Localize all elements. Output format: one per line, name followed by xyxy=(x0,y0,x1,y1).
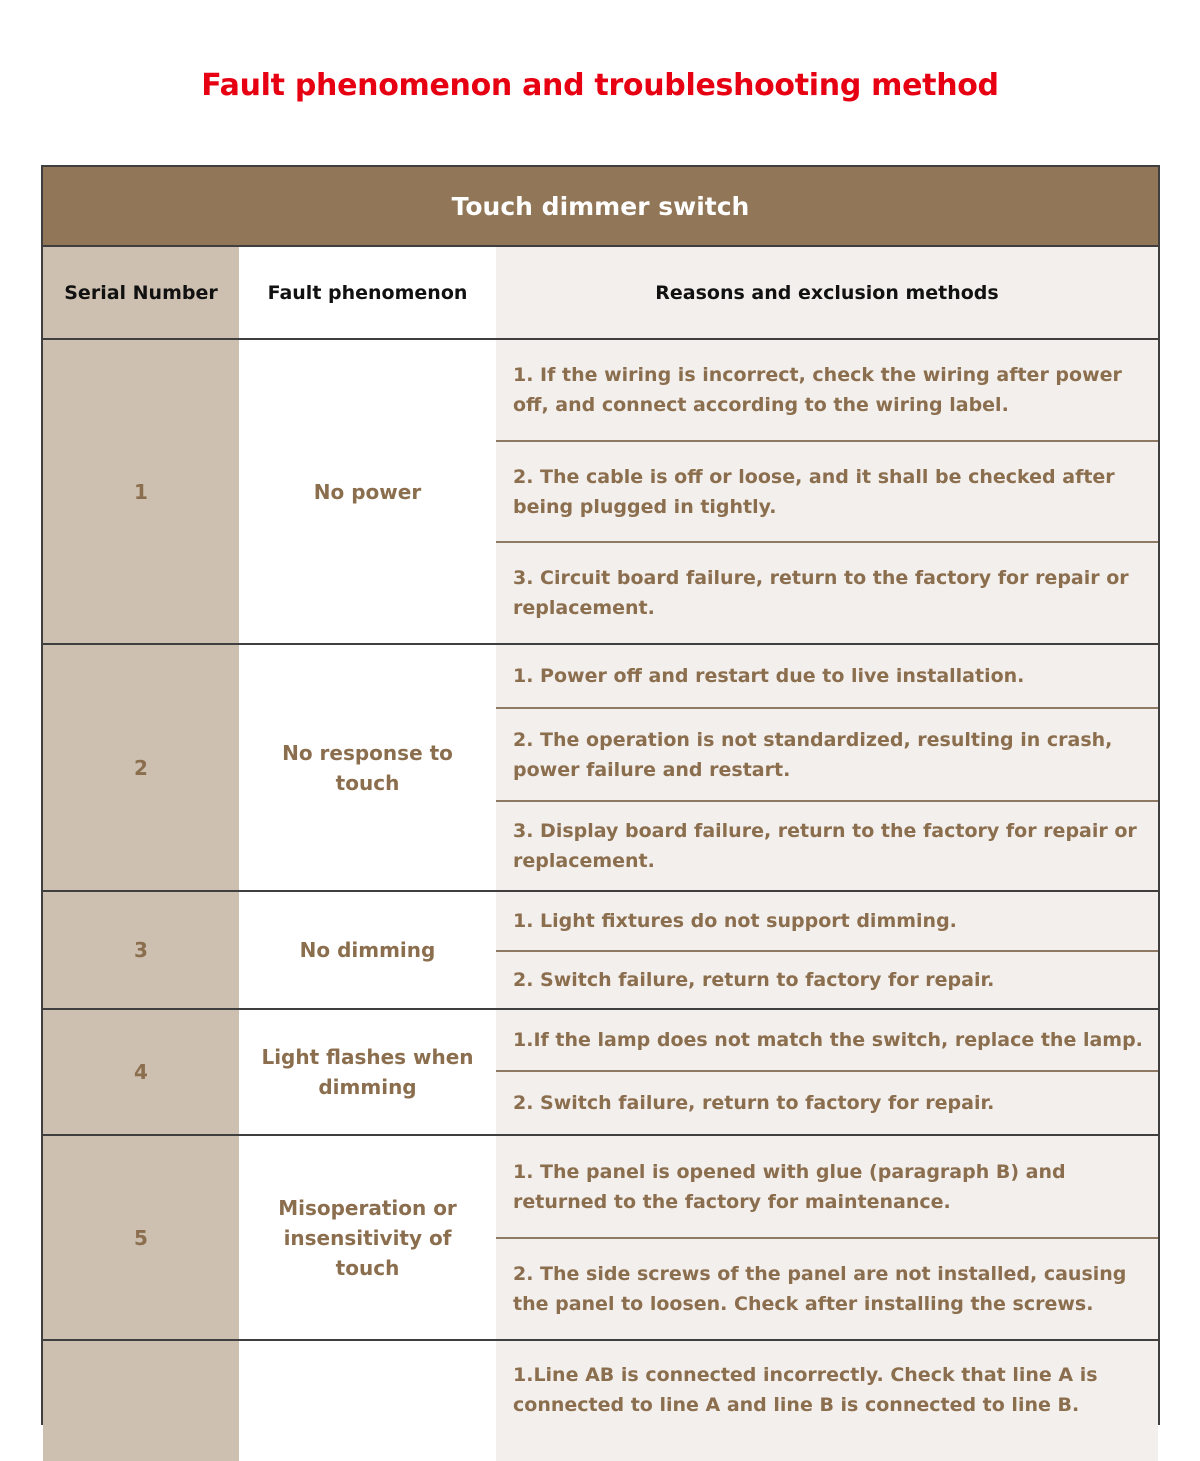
header-serial-cell xyxy=(43,247,239,338)
serial-cell xyxy=(43,892,239,1008)
fault-cell xyxy=(239,1010,496,1134)
table-row xyxy=(43,892,1158,1010)
reasons-cell xyxy=(496,1136,1158,1339)
fault-phenomenon: No dimming xyxy=(299,938,436,962)
header-reasons-cell xyxy=(496,247,1158,338)
serial-number: 4 xyxy=(134,1060,148,1084)
troubleshooting-table xyxy=(41,165,1160,1425)
reason-item: 2. The side screws of the panel are not installed, causing the panel to loosen. Check after installing the screws. xyxy=(513,1263,1127,1315)
reasons-cell xyxy=(496,1341,1158,1461)
serial-number: 5 xyxy=(134,1225,148,1250)
reason-item: 3. Display board failure, return to the factory for repair or replacement. xyxy=(513,820,1137,872)
reason-item: 2. Switch failure, return to factory for repair. xyxy=(513,969,995,991)
reasons-cell xyxy=(496,892,1158,1008)
table-row xyxy=(43,645,1158,892)
fault-phenomenon: Misoperation or insensitivity of touch xyxy=(278,1195,457,1280)
fault-cell xyxy=(239,340,496,643)
reason-item: 3. Circuit board failure, return to the factory for repair or replacement. xyxy=(513,567,1129,619)
serial-cell xyxy=(43,645,239,890)
header-fault-cell xyxy=(239,247,496,338)
reason-item: 1.Line AB is connected incorrectly. Check that line A is connected to line A and line B is connected to line B. xyxy=(513,1364,1098,1416)
reason-item: 2. The operation is not standardized, resulting in crash, power failure and restart. xyxy=(496,709,1158,802)
table-banner: Touch dimmer switch xyxy=(43,167,1158,247)
fault-phenomenon: No response to touch xyxy=(282,740,453,795)
header-serial: Serial Number xyxy=(64,281,218,304)
serial-cell xyxy=(43,340,239,643)
fault-cell xyxy=(239,1136,496,1339)
reason-item: 1. If the wiring is incorrect, check the wiring after power off, and connect according to the wiring label. xyxy=(496,340,1158,442)
reasons-cell xyxy=(496,1010,1158,1134)
serial-cell xyxy=(43,1341,239,1461)
reason-item: 1.If the lamp does not match the switch, replace the lamp. xyxy=(496,1010,1158,1072)
fault-phenomenon: No power xyxy=(313,479,422,504)
reason-item: 2. The cable is off or loose, and it shall be checked after being plugged in tightly. xyxy=(496,442,1158,543)
reason-item: 1. The panel is opened with glue (paragraph B) and returned to the factory for maintenance. xyxy=(496,1136,1158,1239)
serial-cell xyxy=(43,1136,239,1339)
table-row xyxy=(43,1136,1158,1341)
fault-cell xyxy=(239,645,496,890)
serial-cell xyxy=(43,1010,239,1134)
table-row xyxy=(43,340,1158,645)
reason-item: 1. Power off and restart due to live installation. xyxy=(496,645,1158,709)
page-title: Fault phenomenon and troubleshooting method xyxy=(201,68,999,103)
fault-cell xyxy=(239,892,496,1008)
reason-item: 1. Light fixtures do not support dimming. xyxy=(496,892,1158,952)
reasons-cell xyxy=(496,340,1158,643)
serial-number: 2 xyxy=(134,755,148,780)
serial-number: 3 xyxy=(134,938,148,962)
serial-number: 1 xyxy=(134,479,148,504)
reason-item: 2. Switch failure, return to factory for repair. xyxy=(513,1092,995,1114)
table-row xyxy=(43,1010,1158,1136)
reasons-cell xyxy=(496,645,1158,890)
table-header-row xyxy=(43,247,1158,340)
header-reasons: Reasons and exclusion methods xyxy=(655,281,999,304)
header-fault: Fault phenomenon xyxy=(267,281,468,304)
fault-cell xyxy=(239,1341,496,1461)
table-row xyxy=(43,1341,1158,1461)
fault-phenomenon: Light flashes when dimming xyxy=(261,1045,474,1099)
